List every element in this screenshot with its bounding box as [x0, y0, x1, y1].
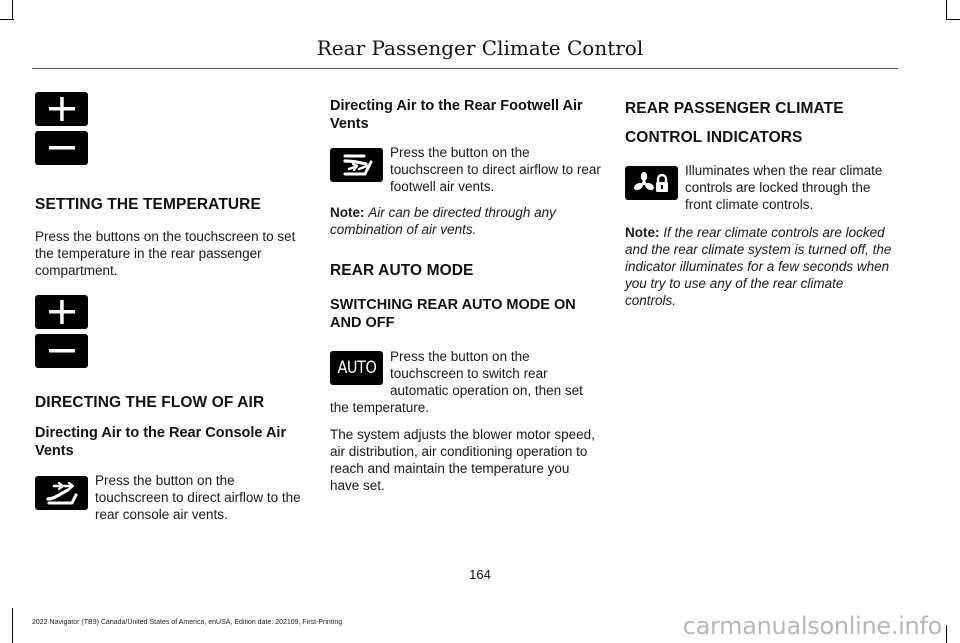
column-3 [625, 100, 897, 309]
note-text: Air can be directed through any combination of air vents. [330, 205, 556, 237]
minus-icon [35, 334, 88, 368]
auto-row [330, 348, 602, 399]
rear-auto-mode-heading: REAR AUTO MODE [330, 262, 474, 279]
page-number: 164 [469, 567, 491, 582]
directing-flow-heading: DIRECTING THE FLOW OF AIR [35, 394, 265, 411]
switching-auto-heading: SWITCHING REAR AUTO MODE ON AND OFF [330, 297, 576, 331]
fan-lock-icon [625, 166, 678, 200]
footer-edition: 2022 Navigator (TB9) Canada/United States of America, enUSA, Edition date: 202109, First-Printing [32, 619, 343, 626]
console-vents-text: Press the button on the touchscreen to direct airflow to the rear console air vents. [95, 473, 301, 522]
indicator-row [625, 162, 897, 213]
crop-mark-tr-h [946, 19, 960, 20]
footwell-vents-text: Press the button on the touchscreen to direct airflow to rear footwell air vents. [390, 145, 601, 194]
auto-icon-text: AUTO [337, 358, 376, 378]
plus-icon [35, 295, 88, 329]
setting-temperature-heading: SETTING THE TEMPERATURE [35, 196, 261, 213]
crop-mark-br-v [946, 625, 947, 643]
column-2 [330, 97, 602, 494]
auto-icon [330, 351, 383, 385]
crop-mark-bl-v [12, 608, 13, 643]
console-vent-icon [35, 476, 88, 510]
note-label: Note: [625, 225, 660, 240]
indicators-heading-line-2: CONTROL INDICATORS [625, 129, 803, 146]
footwell-vents-row [330, 144, 602, 195]
crop-mark-tl-h [0, 19, 14, 20]
indicator-text: Illuminates when the rear climate controls are locked through the front climate controls. [685, 163, 883, 212]
crop-mark-tl-v [12, 0, 13, 20]
column-1 [35, 92, 307, 523]
indicators-heading-line-1: REAR PASSENGER CLIMATE [625, 100, 844, 117]
header-rule [32, 68, 898, 69]
note-text: If the rear climate controls are locked and the rear climate system is turned off, the indicator illuminates for a few seconds when you try to use any of the rear climate controls. [625, 225, 892, 308]
note-label: Note: [330, 205, 365, 220]
console-vents-heading: Directing Air to the Rear Console Air Vents [35, 425, 287, 459]
plus-icon [35, 92, 88, 126]
crop-mark-tr-v [946, 0, 947, 20]
minus-icon [35, 131, 88, 165]
auto-text-continued: the temperature. [330, 400, 430, 415]
indicator-note [625, 224, 897, 309]
footwell-note [330, 204, 602, 238]
footwell-vent-icon [330, 148, 383, 182]
auto-text: Press the button on the touchscreen to switch rear automatic operation on, then set [390, 349, 583, 398]
system-adjusts-text: The system adjusts the blower motor speed, air distribution, air conditioning operation to reach and maintain the temperature you have set. [330, 427, 595, 493]
page-title: Rear Passenger Climate Control [316, 36, 644, 60]
setting-temperature-text: Press the buttons on the touchscreen to set the temperature in the rear passenger compartment. [35, 229, 296, 278]
console-vents-row [35, 472, 307, 523]
watermark: carmanualsonline.info [682, 612, 942, 640]
footwell-vents-heading: Directing Air to the Rear Footwell Air Vents [330, 98, 583, 132]
